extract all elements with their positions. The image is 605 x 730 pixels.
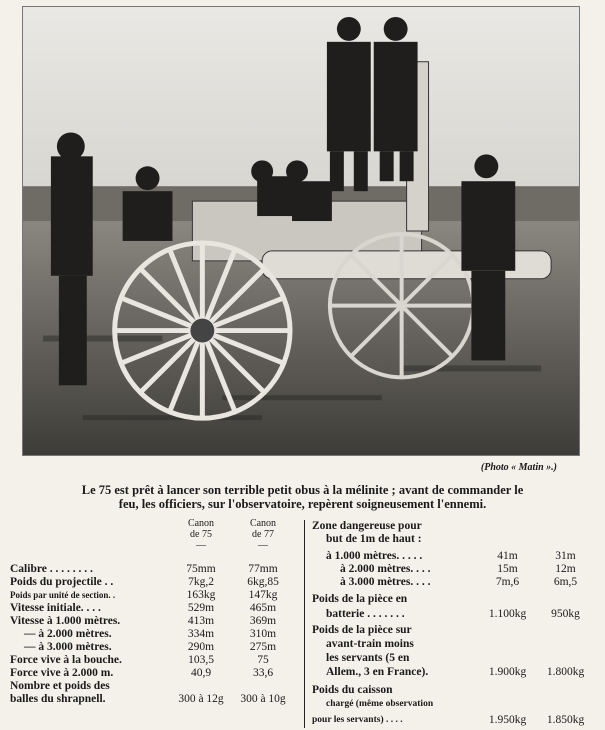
photo-caption <box>10 483 595 511</box>
canon-75-header: Canon de 75 — <box>187 518 215 551</box>
canon-77-header: Canon de 77 — <box>249 518 277 551</box>
photo-credit: (Photo « Matin ».) <box>480 462 557 473</box>
caption-line-2: feu, les officiers, sur l'observatoire, repèrent soigneusement l'ennemi. <box>118 497 487 511</box>
comparison-table: Canon de 75 — Canon de 77 — Calibre . . . . . . . . 75mm 77mm Poids du projectile . . 7kg,2 6kg,85 Poids par unité de section. . 163kg 147kg Vitesse initiale. . . . 529m 465m Vitesse à 1.000 mètres. 413m 369m — à 2.000 mètres. 334m 310m — à 3.000 mètres. 290m 275m Force vive à la bouche. 103,5 75 Force vive à 2.000 m. 40,9 33,6 Nombre et poids des balles du shrapnell. 300 à 12g 300 à 10g Zone dangereuse pour but de 1m de haut : à 1.000 mètres. . . . . 41m 31m à 2.000 mètres. . . . 15m 12m à 3.000 mètres. . . . 7m,6 6m,5 Poids de la pièce en batterie . . . . . . . 1.100kg 950kg Poids de la pièce sur avant-train moins les servants (5 en Allem., 3 en France). 1.900kg 1.800kg Poids du caisson chargé (même observation pour les servants) . . . . 1.950kg 1.850kg <box>10 518 585 726</box>
caption-line-1: Le 75 est prêt à lancer son terrible petit obus à la mélinite ; avant de commander le <box>81 483 524 497</box>
field-gun-photo <box>22 6 580 456</box>
column-divider <box>304 520 305 728</box>
photo-illustration <box>23 7 579 455</box>
